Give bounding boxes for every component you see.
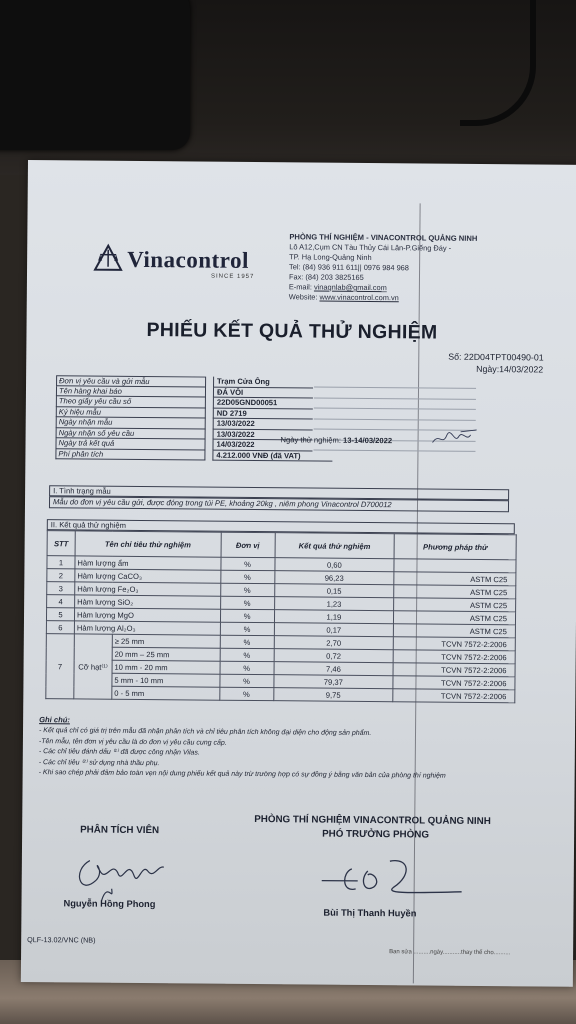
info-value: 22D05GND00051 — [213, 398, 313, 409]
cell-result: 96,23 — [274, 571, 394, 585]
initials-scribble-icon — [431, 428, 481, 448]
cell-unit: % — [220, 674, 274, 687]
cell-result: 0,72 — [274, 649, 394, 663]
cell-unit: % — [220, 648, 274, 661]
cell-result: 2,70 — [274, 636, 394, 650]
cell-method: ASTM C25 — [394, 585, 516, 599]
document-number: Số: 22D04TPT00490-01 — [448, 351, 544, 363]
cell-size: 5 mm - 10 mm — [112, 673, 220, 687]
info-label: Tên hàng khai báo — [56, 386, 206, 398]
cell-stt: 6 — [46, 621, 74, 634]
col-header-method: Phương pháp thử — [394, 534, 516, 560]
col-header-name: Tên chỉ tiêu thử nghiệm — [75, 531, 221, 557]
note-item: - Kết quả chỉ có giá trị trên mẫu đã nhận phân tích và chỉ tiêu phân tích không đại diện cho động sản phẩm. — [38, 727, 372, 738]
cell-name: Hàm lượng SiO₂ — [75, 595, 221, 609]
note-item: - Các chỉ tiêu ⁽²⁾ sử dụng nhà thầu phụ. — [38, 758, 160, 767]
lab-contact-block — [289, 232, 540, 304]
cell-result: 79,37 — [273, 675, 393, 689]
lab-phone: Tel: (84) 936 911 611|| 0976 984 968 — [289, 262, 409, 273]
test-date-value: 13-14/03/2022 — [343, 435, 393, 446]
cell-result: 0,60 — [274, 558, 394, 572]
cell-name: Hàm lượng Al₂O₃ — [74, 621, 220, 635]
cell-unit: % — [220, 583, 274, 596]
info-value: 14/03/2022 — [212, 440, 312, 451]
info-value: ND 2719 — [213, 408, 313, 419]
cell-method: ASTM C25 — [394, 598, 516, 612]
col-header-result: Kết quả thử nghiệm — [275, 533, 395, 559]
info-label: Theo giấy yêu cầu số — [56, 396, 206, 408]
logo-since: SINCE 1957 — [210, 273, 255, 280]
cell-stt: 3 — [47, 582, 75, 595]
info-value: 13/03/2022 — [213, 429, 313, 440]
cell-stt: 2 — [47, 569, 75, 582]
cell-method — [394, 559, 516, 573]
revision-note: Ban sửa ..........ngày...........thay thế cho.......... — [389, 949, 511, 957]
cell-name: Cỡ hạt⁽¹⁾ — [74, 634, 113, 699]
cell-method: TCVN 7572-2:2006 — [393, 663, 515, 677]
cell-method: TCVN 7572-2:2006 — [393, 689, 515, 703]
test-date-label: Ngày thử nghiệm: — [280, 435, 341, 445]
cell-result: 0,17 — [274, 623, 394, 637]
cell-size: ≥ 25 mm — [112, 634, 220, 648]
lab-address-line-2: TP. Hạ Long-Quảng Ninh — [289, 252, 372, 263]
info-label: Ngày nhận số yêu cầu — [56, 428, 206, 440]
notes-title: Ghi chú: — [39, 715, 70, 725]
info-value: ĐÁ VÔI — [213, 387, 313, 398]
cell-size: 20 mm – 25 mm — [112, 647, 220, 661]
cell-unit: % — [220, 661, 274, 674]
deputy-head-name: Bùi Thị Thanh Huyền — [323, 907, 417, 919]
table-row — [46, 686, 515, 703]
cell-name: Hàm lượng CaCO₃ — [75, 569, 221, 583]
cell-result: 0,15 — [274, 584, 394, 598]
lab-signature-org: PHÒNG THÍ NGHIỆM VINACONTROL QUẢNG NINH — [254, 813, 491, 828]
col-header-unit: Đơn vị — [221, 532, 275, 557]
col-header-stt: STT — [47, 531, 75, 556]
info-value: Trạm Cửa Ông — [213, 377, 313, 388]
cell-method: TCVN 7572-2:2006 — [393, 676, 515, 690]
info-label: Đơn vị yêu cầu và gửi mẫu — [56, 375, 206, 387]
cell-stt: 5 — [46, 608, 74, 621]
cell-unit: % — [220, 609, 274, 622]
note-item: - Khi sao chép phải đảm bảo toàn vẹn nội dung phiếu kết quả này trừ trường hợp có sự đồng ý bằng văn bản của phòng thí nghiệm — [38, 769, 446, 780]
info-label: Ký hiệu mẫu — [56, 407, 206, 419]
cell-method: TCVN 7572-2:2006 — [393, 650, 515, 664]
deputy-signature-icon — [312, 853, 482, 904]
cable-shape — [460, 0, 536, 126]
analyst-title: PHÂN TÍCH VIÊN — [80, 824, 160, 837]
test-date — [281, 435, 393, 445]
notes-list — [39, 726, 559, 783]
info-value: 13/03/2022 — [213, 419, 313, 430]
cell-unit: % — [220, 596, 274, 609]
cell-name: Hàm lượng MgO — [74, 608, 220, 622]
cell-unit: % — [220, 622, 274, 635]
lab-fax: Fax: (84) 203 3825165 — [288, 272, 364, 282]
cell-size: 0 - 5 mm — [112, 686, 220, 700]
results-table — [45, 530, 516, 703]
form-code: QLF-13.02/VNC (NB) — [27, 935, 96, 945]
cell-size: 10 mm - 20 mm — [112, 660, 220, 674]
lab-address-line-1: Lô A12,Cụm CN Tàu Thủy Cái Lân-P.Giếng Đáy - — [289, 242, 452, 253]
lab-email-label: E-mail: — [288, 282, 312, 292]
cell-unit: % — [220, 570, 274, 583]
scale-logo-icon — [93, 243, 123, 273]
info-label: Phí phân tích — [55, 449, 205, 461]
cell-result: 1,19 — [274, 610, 394, 624]
cell-method: TCVN 7572-2:2006 — [393, 637, 515, 651]
section-results-heading: II. Kết quả thử nghiệm — [47, 519, 515, 534]
lab-email-link[interactable]: vinaqnlab@gmail.com — [313, 282, 387, 293]
cell-method: ASTM C25 — [394, 611, 516, 625]
cell-unit: % — [219, 687, 273, 700]
device-shape — [0, 0, 190, 150]
note-item: -Tên mẫu, tên đơn vị yêu cầu là do đơn vị yêu cầu cung cấp. — [38, 737, 227, 747]
section-sample-condition-body: Mẫu do đơn vị yêu cầu gửi, được đóng trong túi PE, khoảng 20kg , niêm phong Vinacontrol D700012 — [49, 496, 509, 512]
company-logo-text: Vinacontrol — [127, 246, 250, 273]
cell-result: 7,46 — [274, 662, 394, 676]
info-label: Ngày nhận mẫu — [56, 417, 206, 429]
info-value: 4.212.000 VNĐ (đã VAT) — [212, 450, 332, 462]
cell-stt: 4 — [47, 595, 75, 608]
note-item: - Các chỉ tiêu đánh dấu ⁽¹⁾ đã được công nhận Vilas. — [38, 748, 200, 757]
analyst-name: Nguyễn Hồng Phong — [63, 898, 156, 910]
lab-website-line — [289, 292, 539, 304]
document-date: Ngày:14/03/2022 — [476, 363, 544, 375]
cell-method: ASTM C25 — [394, 572, 516, 586]
cell-result: 1,23 — [274, 597, 394, 611]
cell-unit: % — [220, 635, 274, 648]
cell-result: 9,75 — [273, 688, 393, 702]
sample-info-table — [55, 375, 516, 463]
test-report-page — [21, 160, 576, 987]
document-title: PHIẾU KẾT QUẢ THỬ NGHIỆM — [146, 319, 438, 344]
cell-stt: 7 — [46, 634, 75, 699]
deputy-head-title: PHÓ TRƯỞNG PHÒNG — [322, 828, 430, 841]
lab-website-label: Website: — [288, 292, 318, 302]
lab-name: PHÒNG THÍ NGHIỆM - VINACONTROL QUẢNG NINH — [289, 232, 478, 243]
cell-stt: 1 — [47, 556, 75, 569]
cell-name: Hàm lượng Fe₂O₃ — [75, 582, 221, 596]
section-sample-condition-heading: I. Tình trạng mẫu — [49, 485, 509, 500]
cell-name: Hàm lượng ẩm — [75, 556, 221, 570]
desk-background-top — [0, 0, 576, 175]
info-label: Ngày trả kết quả — [55, 438, 205, 450]
cell-unit: % — [221, 557, 275, 570]
cell-method: ASTM C25 — [394, 624, 516, 638]
lab-website-link[interactable]: www.vinacontrol.com.vn — [319, 292, 399, 303]
